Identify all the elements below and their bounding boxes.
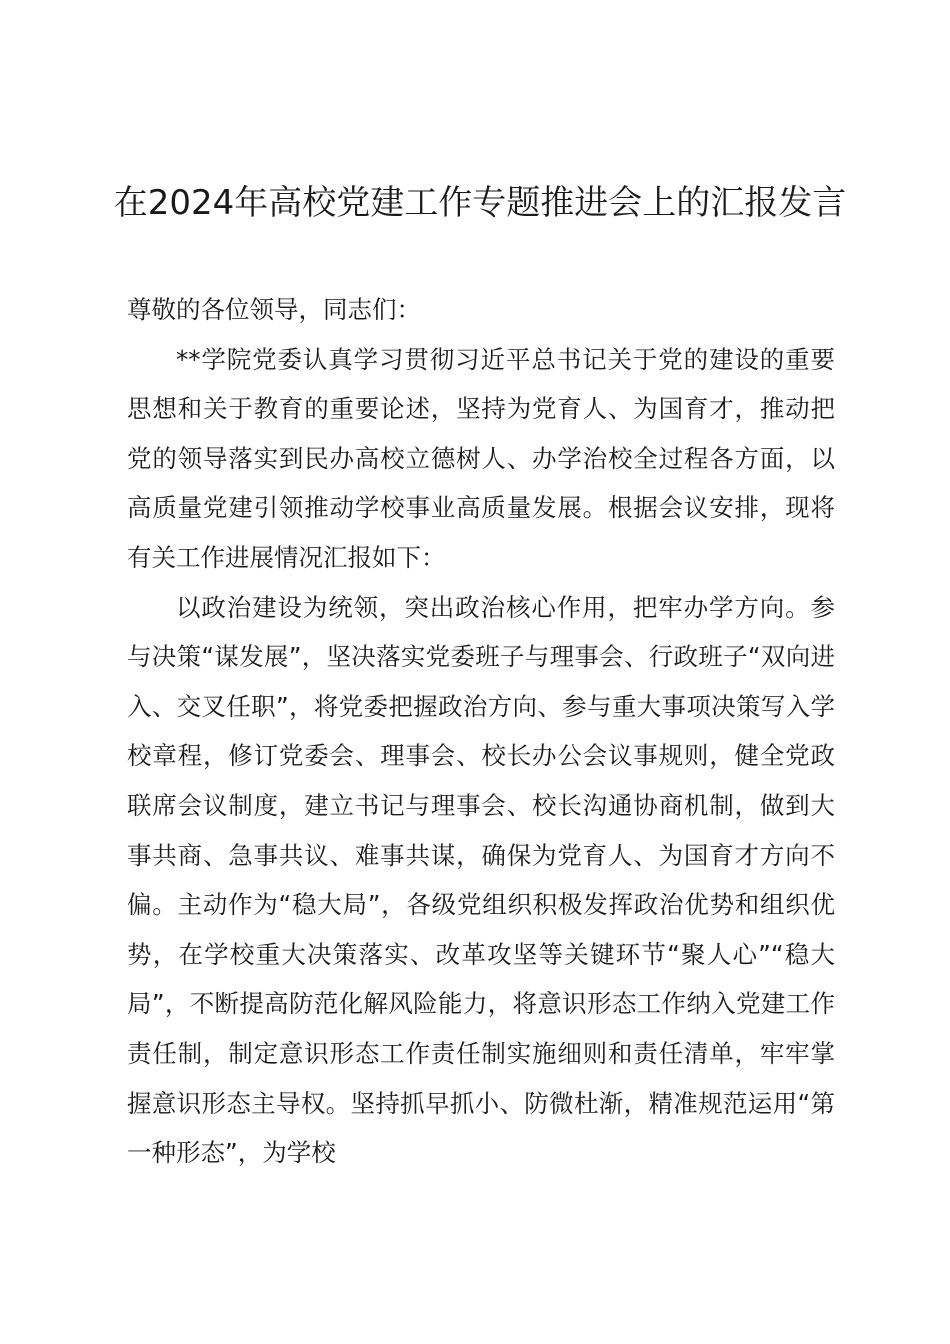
paragraph-political-building: 以政治建设为统领，突出政治核心作用，把牢办学方向。参与决策“谋发展”，坚决落实党委班子与理事会、行政班子“双向进入、交叉任职”，将党委把握政治方向、参与重大事项决策写入学校章程，修订党委会、理事会、校长办公会议事规则，健全党政联席会议制度，建立书记与理事会、校长沟通协商机制，做到大事共商、急事共议、难事共谋，确保为党育人、为国育才方向不偏。主动作为“稳大局”，各级党组织积极发挥政治优势和组织优势，在学校重大决策落实、改革攻坚等关键环节“聚人心”“稳大局”，不断提高防范化解风险能力，将意识形态工作纳入党建工作责任制，制定意识形态工作责任制实施细则和责任清单，牢牢掌握意识形态主导权。坚持抓早抓小、防微杜渐，精准规范运用“第一种形态”，为学校 [127,592,835,1168]
salutation: 尊敬的各位领导，同志们： [127,295,421,324]
paragraph-intro: **学院党委认真学习贯彻习近平总书记关于党的建设的重要思想和关于教育的重要论述，坚持为党育人、为国育才，推动把党的领导落实到民办高校立德树人、办学治校全过程各方面，以高质量党建引领推动学校事业高质量发展。根据会议安排，现将有关工作进展情况汇报如下： [127,344,835,572]
document-title: 在2024年高校党建工作专题推进会上的汇报发言 [113,183,847,223]
document-body [127,285,835,1178]
